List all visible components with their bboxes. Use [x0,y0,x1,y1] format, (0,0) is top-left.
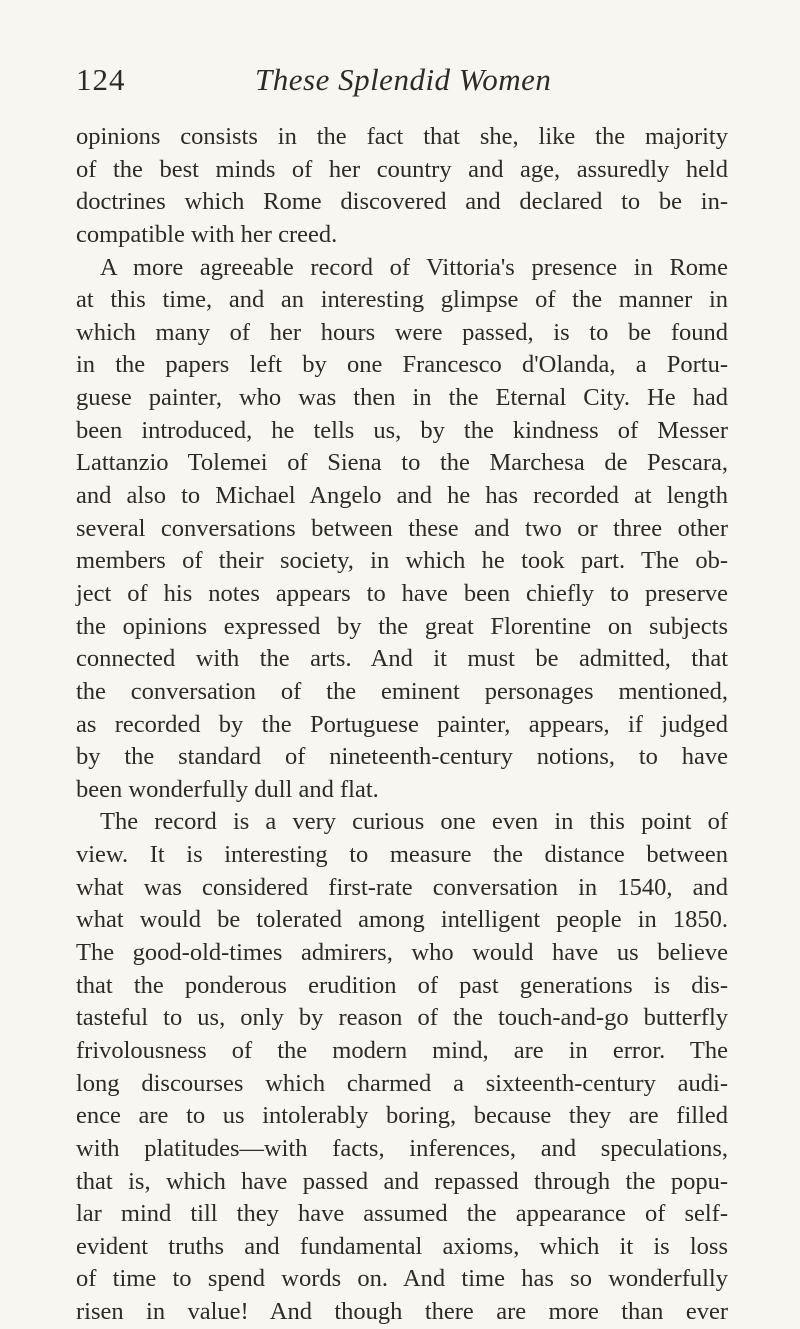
text-line: The good-old-times admirers, who would have us believe [76,939,728,967]
text-line: opinions consists in the fact that she, like the majority [76,123,728,150]
text-line: members of their society, in which he took part. The ob- [76,547,728,575]
text-line: at this time, and an interesting glimpse of the manner in [76,286,728,314]
text-line: been introduced, he tells us, by the kindness of Messer [76,416,728,444]
text-line: ence are to us intolerably boring, because they are filled [76,1102,728,1130]
text-line: frivolousness of the modern mind, are in error. The [76,1036,728,1064]
text-line: ject of his notes appears to have been chiefly to preserve [76,579,728,607]
running-title: These Splendid Women [255,62,552,97]
text-line: doctrines which Rome discovered and declared to be in- [76,188,728,216]
text-line: with platitudes—with facts, inferences, and speculations, [76,1134,728,1162]
text-line: view. It is interesting to measure the distance between [76,841,728,869]
text-line: connected with the arts. And it must be admitted, that [76,645,728,673]
text-line: that the ponderous erudition of past generations is dis- [76,971,728,999]
text-line: what was considered first-rate conversation in 1540, and [76,873,728,901]
text-line: the conversation of the eminent personages mentioned, [76,677,728,705]
text-line: The record is a very curious one even in this point of [100,808,728,836]
text-line: and also to Michael Angelo and he has recorded at length [76,482,728,510]
text-line: risen in value! And though there are more than ever [76,1298,728,1326]
text-line: compatible with her creed. [76,220,338,248]
text-line: of the best minds of her country and age, assuredly held [76,155,728,183]
text-line: as recorded by the Portuguese painter, appears, if judged [76,710,728,738]
text-line: several conversations between these and two or three other [76,514,728,542]
text-line: been wonderfully dull and flat. [76,775,379,803]
text-line: tasteful to us, only by reason of the touch-and-go butterfly [76,1004,728,1032]
text-line: the opinions expressed by the great Florentine on subjects [76,612,728,640]
text-line: evident truths and fundamental axioms, which it is loss [76,1232,728,1260]
text-line: what would be tolerated among intelligent people in 1850. [76,906,728,934]
text-line: Lattanzio Tolemei of Siena to the Marchesa de Pescara, [76,449,728,477]
text-line: guese painter, who was then in the Eternal City. He had [76,384,728,412]
text-line: long discourses which charmed a sixteenth-century audi- [76,1069,728,1097]
text-line: that is, which have passed and repassed through the popu- [76,1167,728,1195]
text-line: by the standard of nineteenth-century notions, to have [76,743,728,771]
text-line: A more agreeable record of Vittoria's presence in Rome [100,253,728,281]
body-text [76,121,728,1329]
text-line: which many of her hours were passed, is to be found [76,318,728,346]
text-line: of time to spend words on. And time has so wonderfully [76,1265,728,1293]
page-number: 124 [76,62,126,97]
text-line: lar mind till they have assumed the appearance of self- [76,1200,728,1228]
text-line: in the papers left by one Francesco d'Olanda, a Portu- [76,351,728,379]
running-head [76,58,736,102]
